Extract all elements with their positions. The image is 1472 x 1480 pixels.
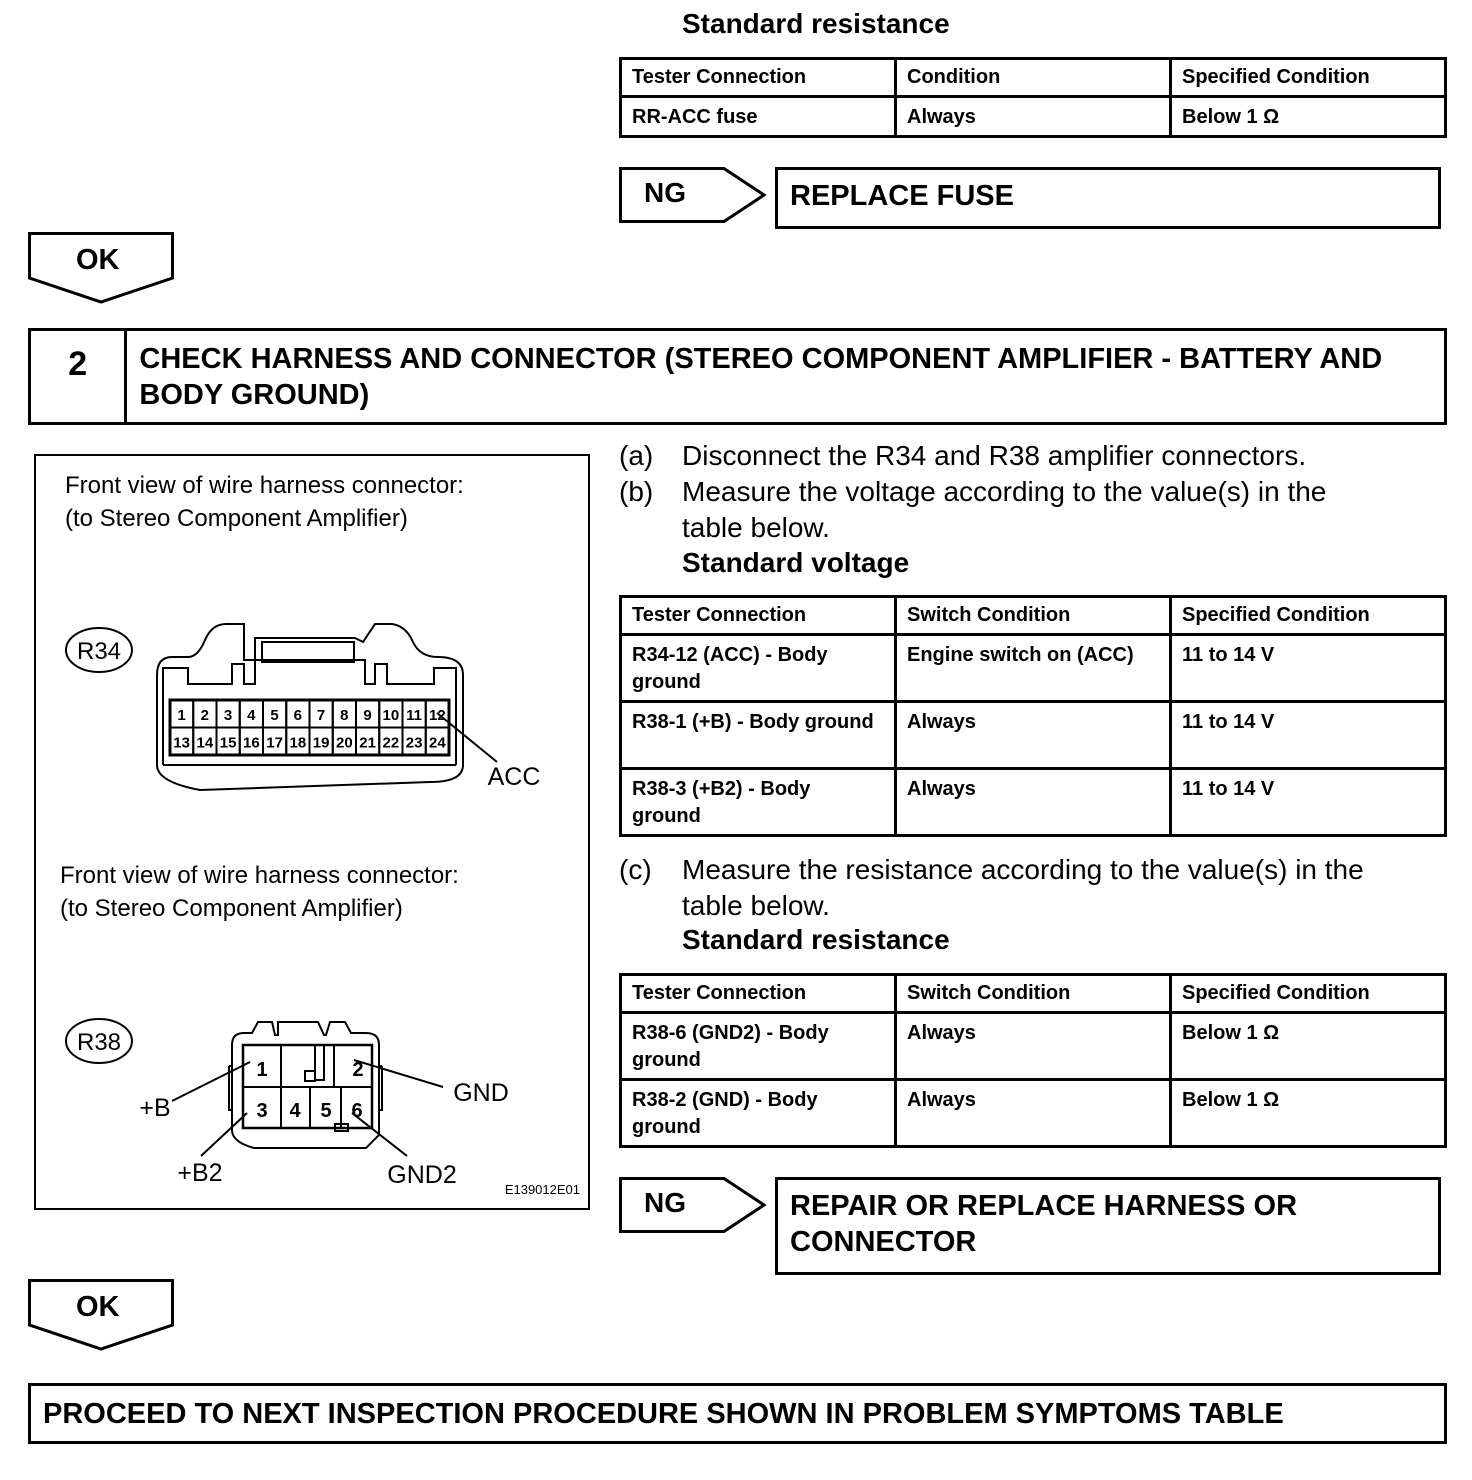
pin-number: 7 (316, 707, 326, 724)
table-cell: RR-ACC fuse (621, 97, 896, 137)
fuse-resistance-table (619, 57, 1447, 138)
table-cell: R38-3 (+B2) - Body ground (621, 769, 896, 836)
pin-number: 9 (363, 707, 372, 724)
r38-connector (66, 1019, 509, 1189)
column-header: Condition (896, 59, 1171, 97)
standard-voltage-heading: Standard voltage (682, 547, 910, 578)
ok-arrow-2 (28, 1279, 174, 1351)
step-c-label: (c) (619, 854, 652, 885)
replace-fuse-box: REPLACE FUSE (775, 167, 1441, 229)
caption-line: Front view of wire harness connector: (65, 472, 464, 499)
instruction-b (619, 474, 1379, 546)
step-b-label: (b) (619, 476, 654, 507)
column-header: Specified Condition (1171, 59, 1446, 97)
table-cell: 11 to 14 V (1171, 635, 1446, 702)
resistance-table (619, 973, 1447, 1148)
voltage-table (619, 595, 1447, 837)
connector-drawings (34, 454, 590, 1210)
table-row (621, 635, 1446, 702)
pin-number: 18 (289, 734, 307, 752)
pin-number: 3 (223, 707, 233, 724)
pin-number: 15 (219, 734, 237, 752)
step-a-label: (a) (619, 440, 654, 471)
step-a-text: Disconnect the R34 and R38 amplifier connectors. (682, 440, 1307, 471)
pin-number: 1 (256, 1059, 268, 1081)
connector-diagram (34, 454, 590, 1210)
figure-code: E139012E01 (504, 1182, 580, 1197)
table-cell: Below 1 Ω (1171, 1080, 1446, 1147)
table-cell: 11 to 14 V (1171, 702, 1446, 769)
pin-number: 19 (312, 734, 330, 752)
table-cell: 11 to 14 V (1171, 769, 1446, 836)
table-cell: R38-1 (+B) - Body ground (621, 702, 896, 769)
pin-number: 6 (351, 1100, 363, 1122)
table-cell: Always (896, 702, 1171, 769)
pin-number: 23 (405, 734, 423, 752)
ng-label: NG (644, 1187, 686, 1218)
column-header: Specified Condition (1171, 597, 1446, 635)
repair-harness-box: REPAIR OR REPLACE HARNESS OR CONNECTOR (775, 1177, 1441, 1275)
table-cell: R34-12 (ACC) - Body ground (621, 635, 896, 702)
step-b-text: Measure the voltage according to the value(s) in the table below. (682, 476, 1327, 543)
pin-number: 21 (359, 734, 376, 752)
proceed-next-box: PROCEED TO NEXT INSPECTION PROCEDURE SHOWN IN PROBLEM SYMPTOMS TABLE (28, 1383, 1447, 1444)
column-header: Specified Condition (1171, 975, 1446, 1013)
table-cell: R38-2 (GND) - Body ground (621, 1080, 896, 1147)
table-cell: Below 1 Ω (1171, 1013, 1446, 1080)
caption-line: Front view of wire harness connector: (60, 862, 459, 889)
step-c-text: Measure the resistance according to the value(s) in the table below. (682, 854, 1364, 921)
ng-arrow (619, 167, 767, 223)
pin-number: 14 (196, 734, 214, 752)
pin-number: 24 (429, 734, 446, 752)
table-row (621, 769, 1446, 836)
pin-number: 3 (256, 1100, 268, 1122)
step-header (28, 328, 1447, 425)
ng-arrow-shape (619, 167, 767, 223)
caption-line: (to Stereo Component Amplifier) (65, 505, 408, 532)
pin-number: 4 (247, 707, 256, 724)
column-header: Switch Condition (896, 597, 1171, 635)
table-cell: Always (896, 769, 1171, 836)
table-cell: Engine switch on (ACC) (896, 635, 1171, 702)
pin-number: 17 (266, 734, 283, 752)
plus-b2-label: +B2 (177, 1159, 223, 1187)
step-title: CHECK HARNESS AND CONNECTOR (STEREO COMPONENT AMPLIFIER - BATTERY AND BODY GROUND) (139, 343, 1383, 411)
table-cell: R38-6 (GND2) - Body ground (621, 1013, 896, 1080)
pin-number: 1 (177, 707, 186, 724)
gnd-label: GND (453, 1079, 509, 1107)
column-header: Tester Connection (621, 597, 896, 635)
r34-connector (66, 624, 540, 791)
table-header-row (621, 975, 1446, 1013)
standard-resistance-heading: Standard resistance (682, 8, 950, 39)
r38-id: R38 (76, 1029, 122, 1056)
table-cell: Below 1 Ω (1171, 97, 1446, 137)
r34-id: R34 (76, 638, 122, 665)
gnd2-label: GND2 (387, 1161, 457, 1189)
table-header-row (621, 597, 1446, 635)
table-row (621, 1013, 1446, 1080)
ng-arrow-2 (619, 1177, 767, 1233)
pin-number: 20 (336, 734, 353, 752)
pin-number: 12 (429, 707, 446, 724)
table-row (621, 1080, 1446, 1147)
acc-label: ACC (487, 763, 541, 791)
ok-label: OK (76, 1291, 120, 1323)
pin-number: 2 (352, 1059, 364, 1081)
pin-number: 11 (406, 707, 423, 724)
table-cell: Always (896, 1013, 1171, 1080)
table-cell: Always (896, 1080, 1171, 1147)
ok-label: OK (76, 244, 120, 276)
instruction-a (619, 438, 1439, 474)
pin-number: 5 (270, 707, 279, 724)
pin-number: 16 (243, 734, 260, 752)
caption-line: (to Stereo Component Amplifier) (60, 895, 403, 922)
step-number: 2 (31, 331, 127, 422)
pin-number: 22 (382, 734, 400, 752)
ng-label: NG (644, 177, 686, 208)
ok-arrow (28, 232, 174, 304)
table-row (621, 97, 1446, 137)
pin-number: 10 (382, 707, 400, 724)
table-header-row (621, 59, 1446, 97)
plus-b-label: +B (139, 1094, 171, 1122)
instruction-c (619, 852, 1429, 924)
ng-arrow-shape (619, 1177, 767, 1233)
column-header: Tester Connection (621, 59, 896, 97)
column-header: Tester Connection (621, 975, 896, 1013)
pin-number: 13 (173, 734, 190, 752)
pin-number: 5 (320, 1100, 332, 1122)
column-header: Switch Condition (896, 975, 1171, 1013)
table-row (621, 702, 1446, 769)
standard-resistance-heading-2: Standard resistance (682, 924, 950, 955)
pin-number: 4 (289, 1100, 301, 1122)
table-cell: Always (896, 97, 1171, 137)
pin-number: 6 (293, 707, 303, 724)
pin-number: 8 (340, 707, 349, 724)
pin-number: 2 (200, 707, 210, 724)
